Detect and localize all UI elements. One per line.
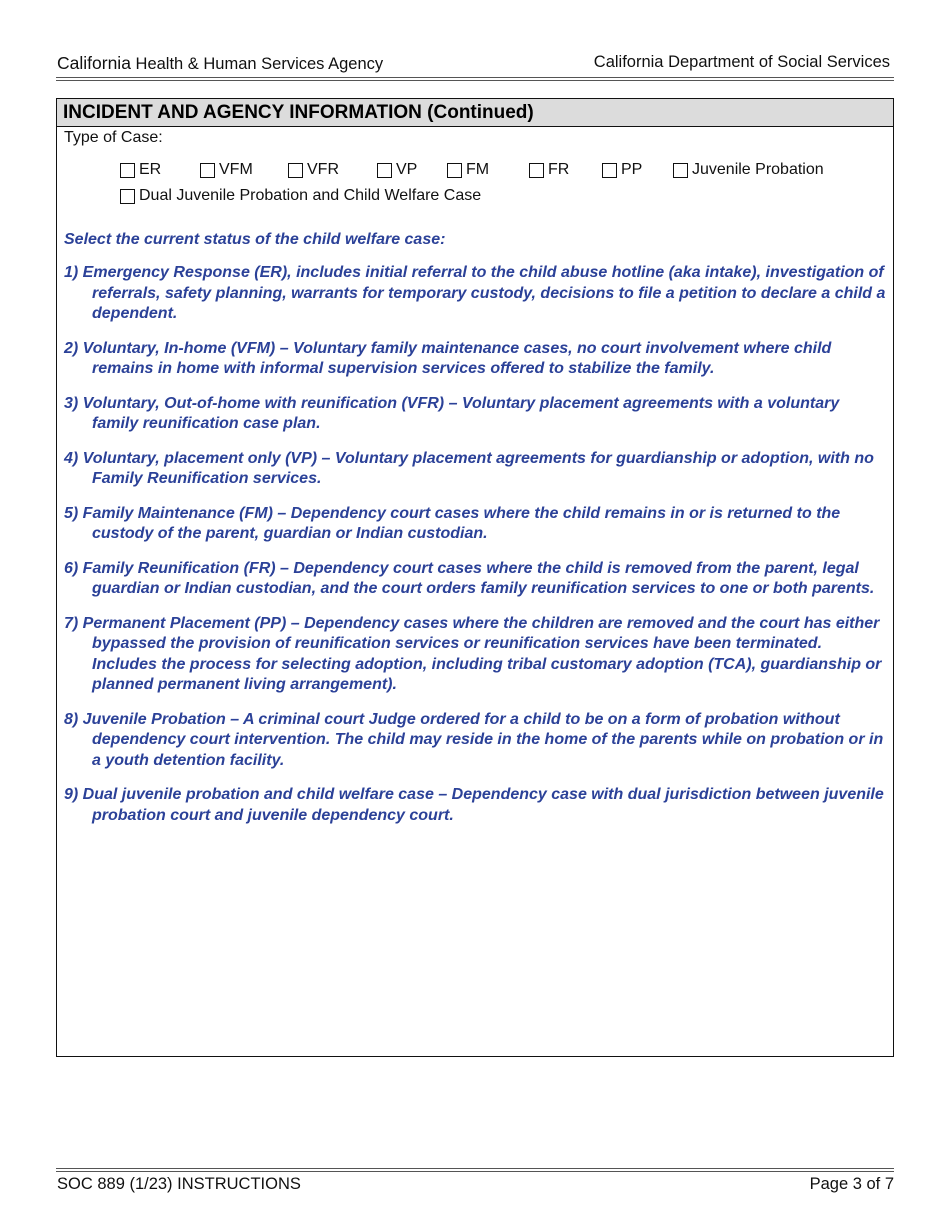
footer-divider-thin [56, 1168, 894, 1169]
checkbox-fr[interactable] [529, 161, 569, 179]
checkbox-juvenile-probation[interactable] [673, 161, 824, 179]
checkbox-vfm[interactable] [200, 161, 253, 179]
instruction-item: 3) Voluntary, Out-of-home with reunification (VFR) – Voluntary placement agreements with a voluntary family reunification case plan. [64, 394, 840, 432]
footer-page-number: Page 3 of 7 [809, 1175, 894, 1193]
checkbox-label: PP [621, 161, 643, 178]
checkbox-label: VP [396, 161, 418, 178]
header-agency [57, 53, 383, 74]
header-divider-thin [56, 80, 894, 81]
header-divider [56, 77, 894, 78]
checkbox-dual-juvenile-probation[interactable] [120, 187, 481, 205]
instruction-item: 4) Voluntary, placement only (VP) – Voluntary placement agreements for guardianship or adoption, with no Family Reunification services. [64, 449, 874, 487]
checkbox-label: Dual Juvenile Probation and Child Welfare Case [139, 187, 482, 204]
instructions-list [64, 263, 886, 840]
section-title: INCIDENT AND AGENCY INFORMATION (Continued) [57, 99, 893, 127]
checkbox-square[interactable] [673, 163, 688, 178]
footer-form-id: SOC 889 (1/23) INSTRUCTIONS [57, 1175, 301, 1193]
checkbox-er[interactable] [120, 161, 161, 179]
checkbox-vfr[interactable] [288, 161, 339, 179]
checkbox-fm[interactable] [447, 161, 489, 179]
instruction-item: 7) Permanent Placement (PP) – Dependency cases where the children are removed and the court has either bypassed the provision of reunification services or reunification services have been terminated. Includes the process for selecting adoption, including tribal customary adoption (TCA), guardianship or planned permanent living arrangement). [64, 614, 882, 693]
type-of-case-label: Type of Case: [64, 129, 163, 146]
checkbox-square[interactable] [200, 163, 215, 178]
header-department: California Department of Social Services [593, 53, 890, 71]
instructions-intro: Select the current status of the child welfare case: [64, 231, 446, 248]
checkbox-square[interactable] [120, 163, 135, 178]
checkbox-label: ER [139, 161, 162, 178]
instruction-item: 6) Family Reunification (FR) – Dependency court cases where the child is removed from the parent, legal guardian or Indian custodian, and the court orders family reunification services to one or both parents. [64, 559, 875, 597]
instruction-item: 2) Voluntary, In-home (VFM) – Voluntary family maintenance cases, no court involvement where child remains in home with informal supervision services offered to stabilize the family. [64, 339, 832, 377]
footer-divider [56, 1171, 894, 1172]
checkbox-label: VFR [307, 161, 339, 178]
checkbox-square[interactable] [377, 163, 392, 178]
checkbox-vp[interactable] [377, 161, 417, 179]
checkbox-pp[interactable] [602, 161, 642, 179]
checkbox-label: FR [548, 161, 570, 178]
checkbox-square[interactable] [447, 163, 462, 178]
checkbox-label: Juvenile Probation [692, 161, 824, 178]
checkbox-square[interactable] [529, 163, 544, 178]
instruction-item: 8) Juvenile Probation – A criminal court Judge ordered for a child to be on a form of probation without dependency court intervention. The child may reside in the home of the parents while on probation or in a youth detention facility. [64, 710, 884, 769]
instruction-item: 1) Emergency Response (ER), includes initial referral to the child abuse hotline (aka intake), investigation of referrals, safety planning, warrants for temporary custody, decisions to file a petition to declare a child a dependent. [64, 264, 886, 322]
incident-agency-section [56, 98, 894, 1057]
checkbox-square[interactable] [120, 189, 135, 204]
header-agency-rest: Health & Human Services Agency [130, 55, 384, 73]
checkbox-label: FM [466, 161, 490, 178]
checkbox-square[interactable] [288, 163, 303, 178]
instruction-item: 5) Family Maintenance (FM) – Dependency court cases where the child remains in or is returned to the custody of the parent, guardian or Indian custodian. [64, 504, 841, 542]
checkbox-square[interactable] [602, 163, 617, 178]
checkbox-label: VFM [219, 161, 253, 178]
instruction-item: 9) Dual juvenile probation and child welfare case – Dependency case with dual jurisdiction between juvenile probation court and juvenile dependency court. [64, 786, 884, 824]
header-agency-prefix: California [57, 53, 131, 73]
